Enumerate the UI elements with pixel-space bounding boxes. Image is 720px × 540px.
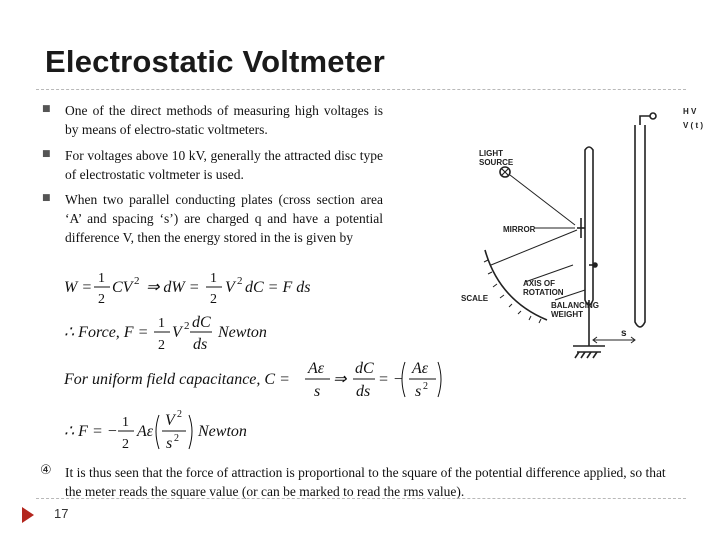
eq2-frac-den: 2: [158, 338, 165, 353]
voltmeter-diagram: [455, 100, 705, 370]
eq1-arrow: ⇒ dW =: [146, 279, 200, 296]
eq3-eq: = −: [378, 371, 404, 388]
bullet-marker: ■: [42, 104, 51, 114]
eq3-frac2-den: ds: [356, 383, 371, 400]
equations-block: [58, 265, 458, 450]
label-axis-2: ROTATION: [523, 288, 564, 297]
eq3-frac-num: Aε: [308, 360, 325, 377]
eq1-rhs: dC = F ds: [245, 279, 311, 296]
label-light-2: SOURCE: [479, 158, 514, 167]
eq3-frac-den: s: [314, 383, 321, 400]
eq2-frac-num: 1: [158, 316, 165, 331]
bullet-text-2: For voltages above 10 kV, generally the attracted disc type of electrostatic voltmeter is used.: [65, 148, 383, 182]
eq1-frac2-num: 1: [210, 271, 217, 286]
eq2-unit: Newton: [218, 324, 267, 341]
conclusion-text: It is thus seen that the force of attraction is proportional to the square of the potential difference applied, so that the meter reads the square value (or can be marked to read the rms value).: [65, 465, 666, 499]
slide-marker-icon: [22, 507, 34, 523]
eq1-lhs: W =: [64, 279, 93, 296]
eq3-frac3-sup: 2: [423, 381, 428, 392]
eq4-frac2-num: V: [165, 412, 175, 429]
label-scale: SCALE: [461, 294, 489, 303]
slide-title: Electrostatic Voltmeter: [45, 44, 385, 79]
eq4-frac2-den: s: [166, 435, 173, 450]
eq1-frac2-den: 2: [210, 292, 217, 307]
label-spacing: s: [621, 328, 627, 339]
label-mirror: MIRROR: [503, 225, 536, 234]
eq1-frac-num: 1: [98, 271, 105, 286]
label-hv: H V: [683, 107, 697, 116]
label-axis-1: AXIS OF: [523, 279, 556, 288]
eq4-frac-num: 1: [122, 415, 129, 430]
eq4-frac-den: 2: [122, 437, 129, 450]
eq3-frac3-num: Aε: [412, 360, 429, 377]
eq1-rhs-sup: 2: [237, 275, 243, 287]
eq1-frac-den: 2: [98, 292, 105, 307]
eq3-lhs: For uniform field capacitance, C =: [64, 371, 290, 388]
label-vt: V ( t ): [683, 121, 703, 130]
conclusion-marker: ④: [40, 463, 52, 478]
label-light-1: LIGHT: [479, 149, 503, 158]
eq2-frac2-den: ds: [193, 336, 208, 353]
eq4-frac2-den-sup: 2: [174, 433, 179, 444]
eq4-unit: Newton: [198, 423, 247, 440]
eq3-arrow: ⇒: [333, 371, 347, 388]
eq2-v: V: [172, 324, 182, 341]
eq3-frac3-den: s: [415, 383, 422, 400]
eq2-frac2-num: dC: [192, 314, 211, 331]
footer-divider: [36, 498, 686, 499]
title-divider: [36, 89, 686, 90]
bullet-marker: ■: [42, 149, 51, 159]
eq1-cv: CV: [112, 279, 133, 296]
bullet-marker: ■: [42, 193, 51, 203]
slide-number: 17: [54, 506, 69, 521]
eq1-sup: 2: [134, 275, 140, 287]
eq4-ae: Aε: [137, 423, 154, 440]
label-balancing-1: BALANCING: [551, 301, 599, 310]
bullet-text-1: One of the direct methods of measuring high voltages is by means of electro-static voltmeters.: [65, 103, 383, 137]
eq4-lhs: ∴ F = −: [64, 423, 118, 440]
eq2-sup: 2: [184, 320, 190, 332]
eq2-lhs: ∴ Force, F =: [64, 324, 149, 341]
bullet-text-3: When two parallel conducting plates (cross section area ‘A’ and spacing ‘s’) are charged q and have a potential difference V, then the energy stored in the is given by: [65, 192, 383, 245]
eq3-frac2-num: dC: [355, 360, 374, 377]
eq4-frac2-num-sup: 2: [177, 409, 182, 420]
eq1-rhs-v: V: [225, 279, 235, 296]
label-balancing-2: WEIGHT: [551, 310, 583, 319]
